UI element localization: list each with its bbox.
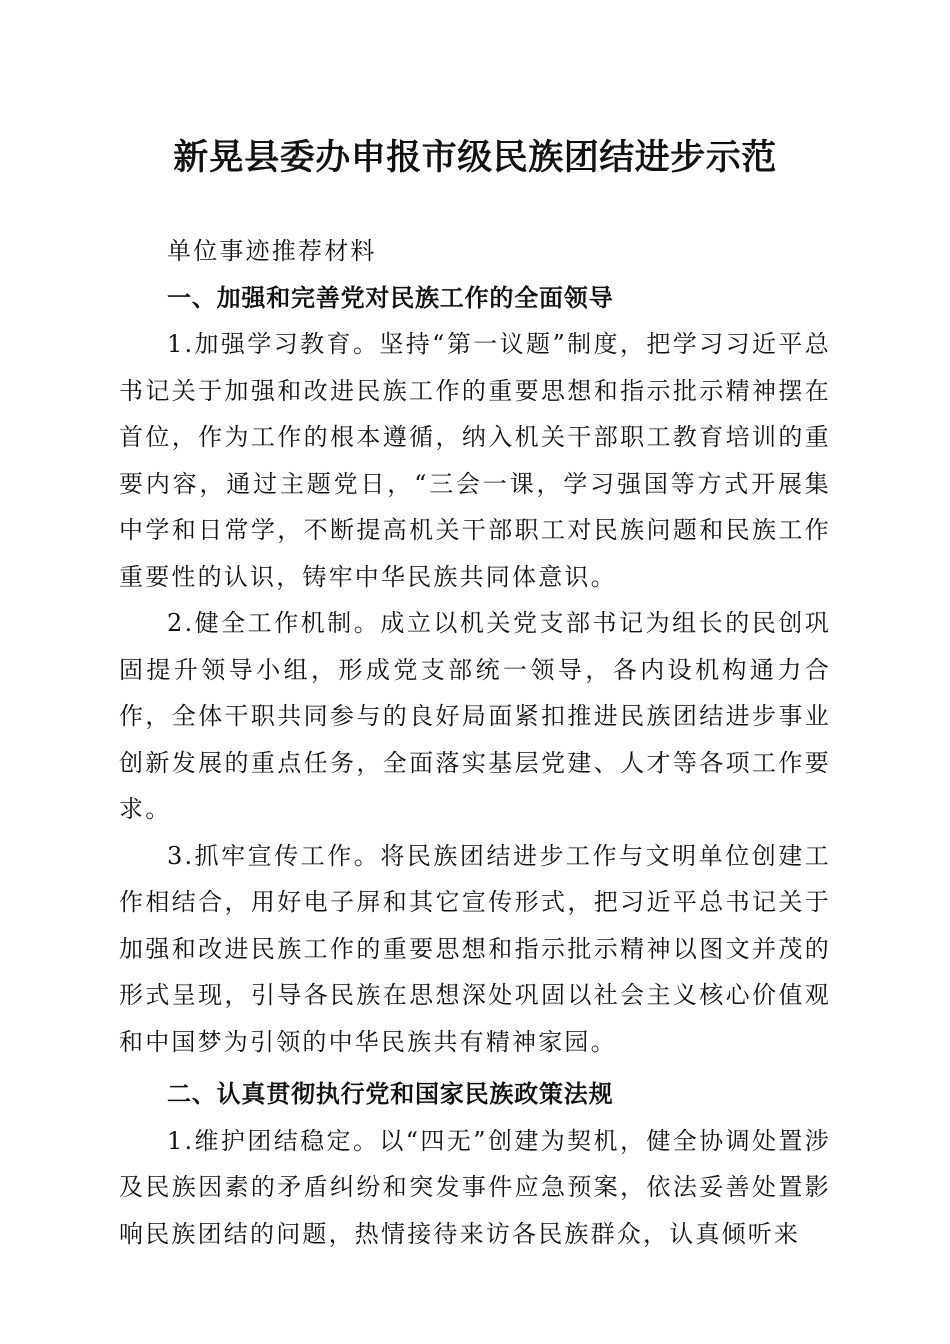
- document-title: 新晃县委办申报市级民族团结进步示范: [173, 137, 777, 178]
- section-1-paragraph-2: 2.健全工作机制。成立以机关党支部书记为组长的民创巩固提升领导小组，形成党支部统一领导，各内设机构通力合作，全体干职共同参与的良好局面紧扣推进民族团结进步事业创新发展的重点任务，全面落实基层党建、人才等各项工作要求。: [119, 609, 831, 823]
- document-subtitle: 单位事迹推荐材料: [167, 237, 377, 265]
- section-2-heading: 二、认真贯彻执行党和国家民族政策法规: [167, 1080, 614, 1108]
- section-1-paragraph-3: 3.抓牢宣传工作。将民族团结进步工作与文明单位创建工作相结合，用好电子屏和其它宣传形式，把习近平总书记关于加强和改进民族工作的重要思想和指示批示精神以图文并茂的形式呈现，引导各民族在思想深处巩固以社会主义核心价值观和中国梦为引领的中华民族共有精神家园。: [119, 841, 831, 1056]
- section-2-paragraph-1: 1.维护团结稳定。以“四无”创建为契机，健全协调处置涉及民族因素的矛盾纠纷和突发事件应急预案，依法妥善处置影响民族团结的问题，热情接待来访各民族群众，认真倾听来: [119, 1126, 831, 1248]
- section-1-heading: 一、加强和完善党对民族工作的全面领导: [167, 283, 614, 312]
- document-body: [119, 228, 831, 1257]
- section-1-paragraph-1: 1.加强学习教育。坚持“第一议题”制度，把学习习近平总书记关于加强和改进民族工作的重要思想和指示批示精神摆在首位，作为工作的根本遵循，纳入机关干部职工教育培训的重要内容，通过主题党日，“三会一课，学习强国等方式开展集中学和日常学，不断提高机关干部职工对民族问题和民族工作重要性的认识，铸牢中华民族共同体意识。: [119, 330, 831, 591]
